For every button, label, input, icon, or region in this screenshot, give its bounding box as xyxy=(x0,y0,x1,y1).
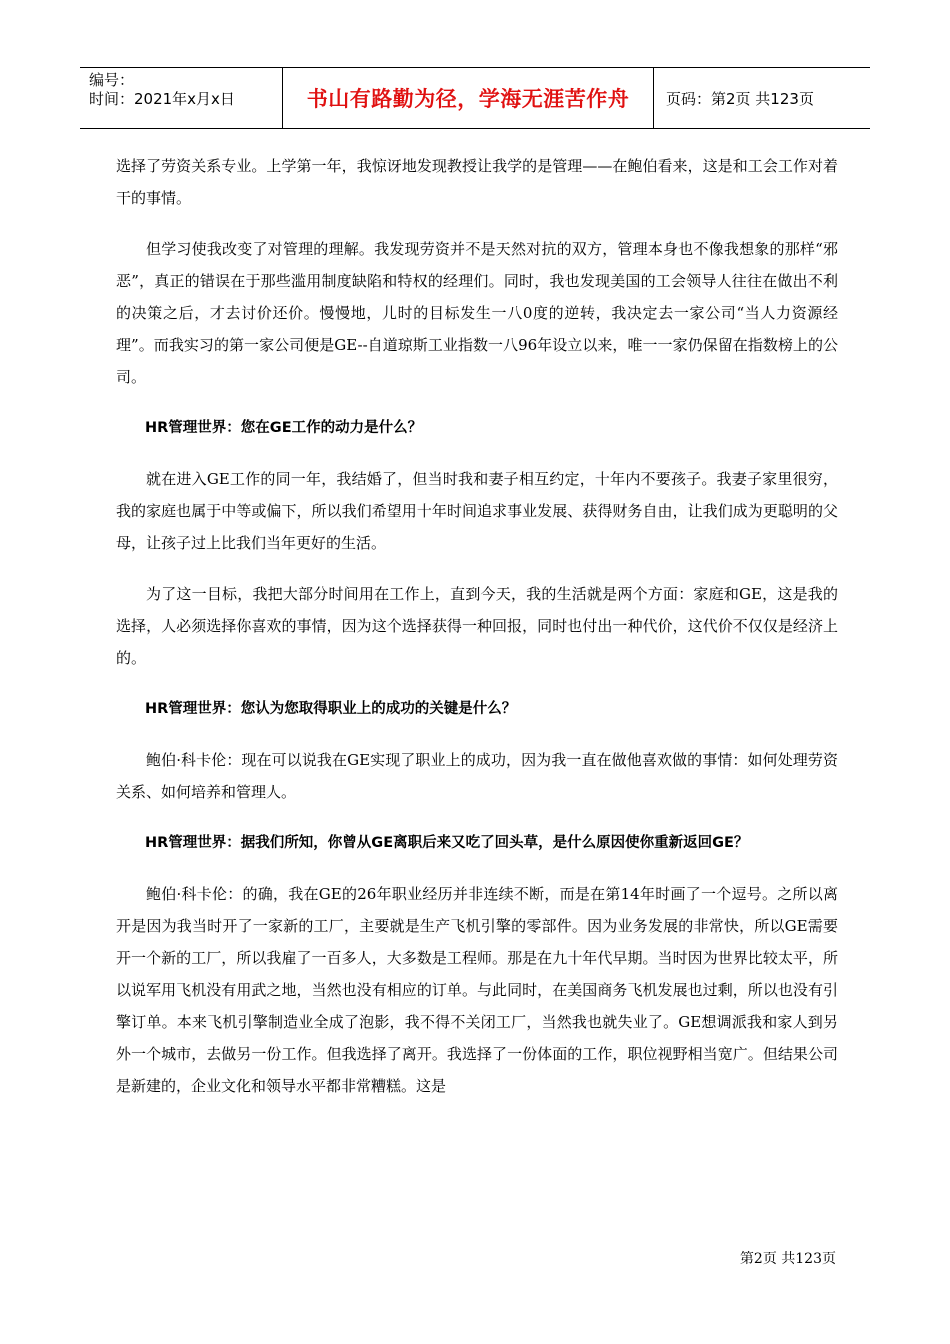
paragraph: 鲍伯·科卡伦：现在可以说我在GE实现了职业上的成功，因为我一直在做他喜欢做的事情：如何处理劳资关系、如何培养和管理人。 xyxy=(116,751,838,801)
header-meta xyxy=(80,68,282,128)
interview-question: HR管理世界：据我们所知，你曾从GE离职后来又吃了回头草，是什么原因使你重新返回GE？ xyxy=(145,835,749,851)
paragraph: 选择了劳资关系专业。上学第一年，我惊讶地发现教授让我学的是管理——在鲍伯看来，这是和工会工作对着干的事情。 xyxy=(116,157,838,207)
paragraph: 鲍伯·科卡伦：的确，我在GE的26年职业经历并非连续不断，而是在第14年时画了一个逗号。之所以离开是因为我当时开了一家新的工厂，主要就是生产飞机引擎的零部件。因为业务发展的非常快，所以GE需要开一个新的工厂，所以我雇了一百多人，大多数是工程师。那是在九十年代早期。当时因为世界比较太平，所以说军用飞机没有用武之地，当然也没有相应的订单。与此同时，在美国商务飞机发展也过剩，所以也没有引擎订单。本来飞机引擎制造业全成了泡影，我不得不关闭工厂，当然我也就失业了。GE想调派我和家人到另外一个城市，去做另一份工作。但我选择了离开。我选择了一份体面的工作，职位视野相当宽广。但结果公司是新建的，企业文化和领导水平都非常糟糕。这是 xyxy=(116,885,838,1095)
paragraph: 为了这一目标，我把大部分时间用在工作上，直到今天，我的生活就是两个方面：家庭和GE，这是我的选择，人必须选择你喜欢的事情，因为这个选择获得一种回报，同时也付出一种代价，这代价不仅仅是经济上的。 xyxy=(116,585,838,667)
motto: 书山有路勤为径，学海无涯苦作舟 xyxy=(306,87,630,111)
number-label: 编号： xyxy=(89,71,135,89)
paragraph: 但学习使我改变了对管理的理解。我发现劳资并不是天然对抗的双方，管理本身也不像我想象的那样“邪恶”，真正的错误在于那些滥用制度缺陷和特权的经理们。同时，我也发现美国的工会领导人往往在做出不利的决策之后，才去讨价还价。慢慢地，儿时的目标发生一八0度的逆转，我决定去一家公司“当人力资源经理”。而我实习的第一家公司便是GE--自道琼斯工业指数一八96年设立以来，唯一一家仍保留在指数榜上的公司。 xyxy=(116,240,838,386)
header-motto-cell xyxy=(282,68,654,128)
header-page-cell xyxy=(654,68,870,128)
interview-question: HR管理世界：您在GE工作的动力是什么？ xyxy=(145,420,423,436)
page-label: 页码：第2页 共123页 xyxy=(666,89,814,108)
paragraph: 就在进入GE工作的同一年，我结婚了，但当时我和妻子相互约定，十年内不要孩子。我妻子家里很穷，我的家庭也属于中等或偏下，所以我们希望用十年时间追求事业发展、获得财务自由，让我们成为更聪明的父母，让孩子过上比我们当年更好的生活。 xyxy=(116,470,838,552)
page-header xyxy=(80,67,870,129)
date-label: 时间：2021年x月x日 xyxy=(89,90,235,108)
page-footer: 第2页 共123页 xyxy=(739,1251,836,1267)
document-body xyxy=(116,150,838,1102)
interview-question: HR管理世界：您认为您取得职业上的成功的关键是什么？ xyxy=(145,701,517,717)
